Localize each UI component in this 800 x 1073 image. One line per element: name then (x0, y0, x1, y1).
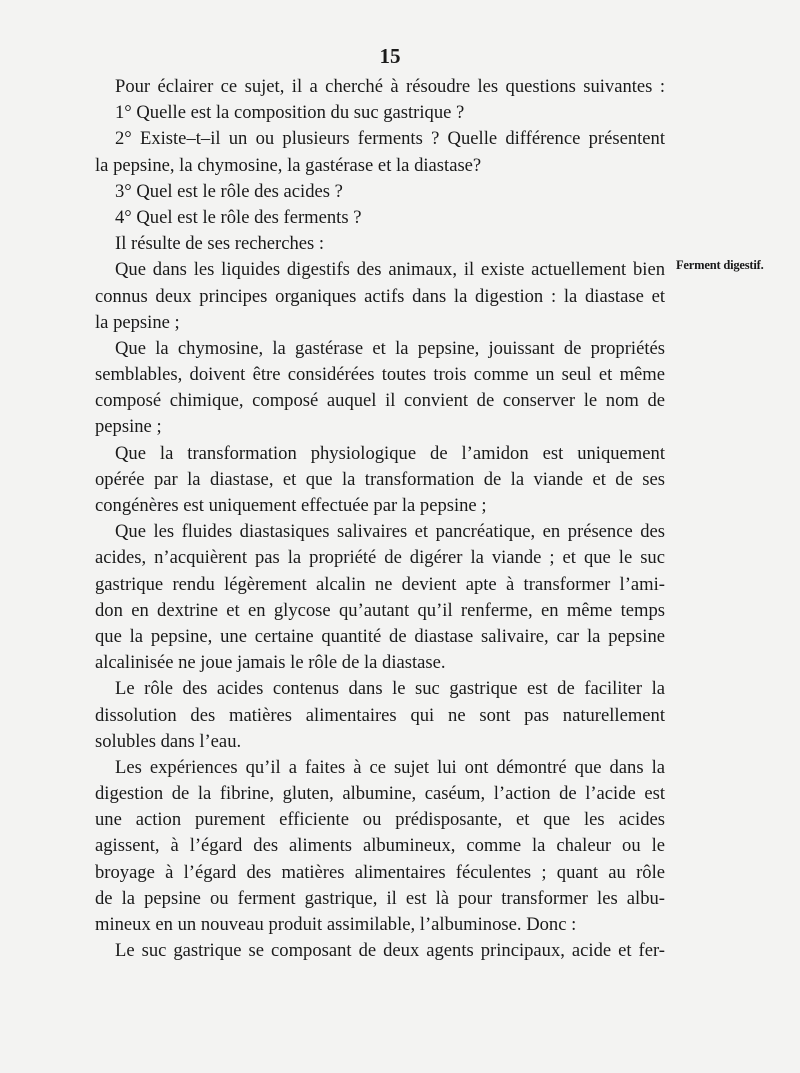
margin-note: Ferment digestif. (676, 258, 764, 272)
text-line: une action purement efficiente ou prédisposante, et que les acides (95, 809, 665, 831)
text-line: 4° Quel est le rôle des ferments ? (115, 206, 362, 228)
text-line: la pepsine, la chymosine, la gastérase et la diastase? (95, 154, 482, 176)
text-line: Le suc gastrique se composant de deux agents principaux, acide et fer- (115, 940, 665, 962)
text-line: Que les fluides diastasiques salivaires et pancréatique, en présence des (115, 521, 665, 543)
text-line: Les expériences qu’il a faites à ce sujet lui ont démontré que dans la (115, 756, 665, 778)
body-text (95, 74, 665, 964)
text-line: congénères est uniquement effectuée par la pepsine ; (95, 495, 487, 516)
text-line: Que la transformation physiologique de l’amidon est uniquement (115, 442, 665, 464)
text-line: mineux en un nouveau produit assimilable, l’albuminose. Donc : (95, 914, 577, 935)
text-line: Que dans les liquides digestifs des animaux, il existe actuellement bien (115, 259, 665, 281)
text-line: Le rôle des acides contenus dans le suc gastrique est de faciliter la (115, 678, 665, 700)
text-line: don en dextrine et en glycose qu’autant qu’il renferme, en même temps (95, 599, 665, 621)
text-line: alcalinisée ne joue jamais le rôle de la diastase. (95, 652, 446, 674)
text-line: Pour éclairer ce sujet, il a cherché à résoudre les questions suivantes : (115, 76, 665, 97)
text-line: broyage à l’égard des matières alimentaires féculentes ; quant au rôle (95, 861, 665, 883)
text-line: connus deux principes organiques actifs dans la digestion : la diastase et (95, 285, 665, 307)
text-line: Il résulte de ses recherches : (115, 233, 325, 255)
text-line: Que la chymosine, la gastérase et la pepsine, jouissant de propriétés (115, 337, 665, 359)
text-line: digestion de la fibrine, gluten, albumine, caséum, l’action de l’acide est (95, 783, 665, 805)
text-line: semblables, doivent être considérées toutes trois comme un seul et même (95, 364, 665, 386)
text-line: dissolution des matières alimentaires qui ne sont pas naturellement (95, 704, 665, 726)
text-line: 3° Quel est le rôle des acides ? (115, 180, 343, 202)
text-line: que la pepsine, une certaine quantité de diastase salivaire, car la pepsine (95, 625, 665, 647)
text-line: opérée par la diastase, et que la transformation de la viande et de ses (95, 468, 665, 490)
text-line: 1° Quelle est la composition du suc gastrique ? (115, 102, 465, 124)
text-line: solubles dans l’eau. (95, 730, 242, 752)
text-line: agissent, à l’égard des aliments albumineux, comme la chaleur ou le (95, 835, 665, 857)
text-line: pepsine ; (95, 416, 162, 438)
page-number: 15 (379, 44, 401, 68)
text-line: la pepsine ; (95, 311, 180, 333)
text-line: acides, n’acquièrent pas la propriété de digérer la viande ; et que le suc (95, 547, 665, 569)
text-line: de la pepsine ou ferment gastrique, il est là pour transformer les albu- (95, 887, 665, 909)
text-line: composé chimique, composé auquel il convient de conserver le nom de (95, 390, 665, 412)
text-line: 2° Existe–t–il un ou plusieurs ferments ? Quelle différence présentent (115, 128, 665, 150)
text-line: gastrique rendu légèrement alcalin ne devient apte à transformer l’ami- (95, 573, 665, 595)
